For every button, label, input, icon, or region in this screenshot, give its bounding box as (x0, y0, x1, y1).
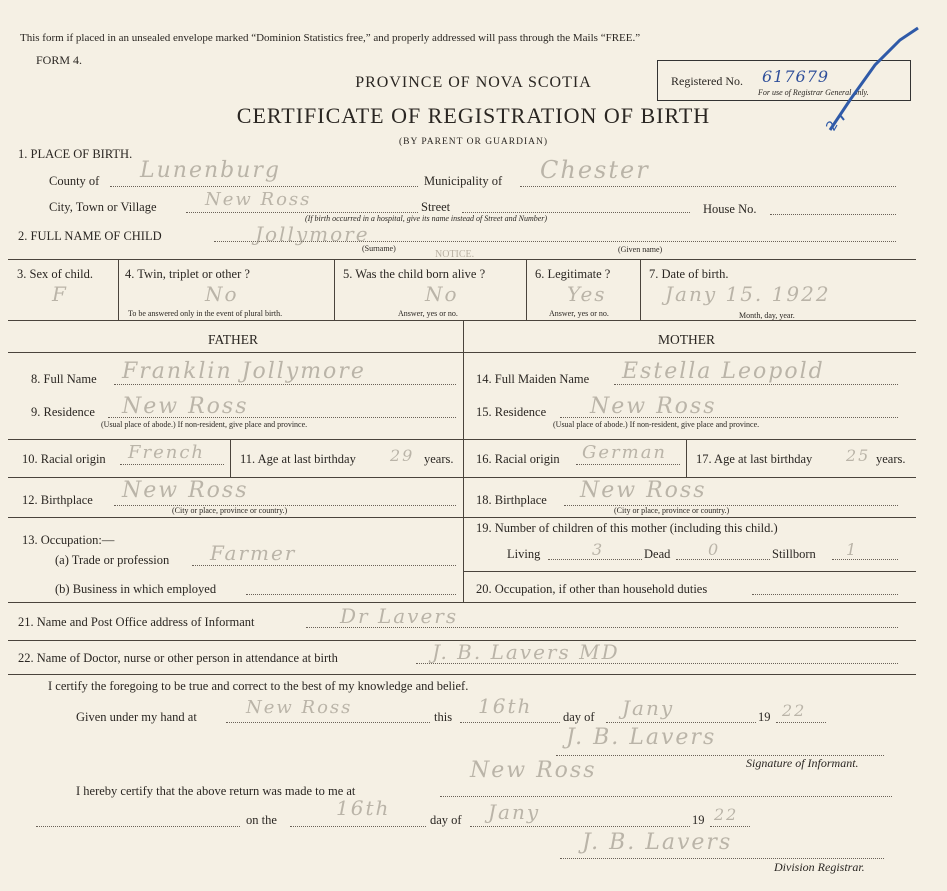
legitimate-label: 6. Legitimate ? (535, 267, 611, 281)
father-residence-value: New Ross (122, 394, 249, 419)
twin-note: To be answered only in the event of plural birth. (128, 309, 283, 318)
trade-label: (a) Trade or profession (55, 553, 170, 567)
born-alive-value: No (425, 282, 459, 306)
given-day-of-label: day of (563, 710, 595, 724)
stillborn-value: 1 (846, 540, 859, 559)
divider (606, 722, 756, 723)
twin-value: No (205, 282, 239, 306)
divider (463, 571, 916, 572)
registrar-signature: J. B. Lavers (582, 830, 733, 855)
informant-signature-caption: Signature of Informant. (746, 756, 859, 770)
father-name-label: 8. Full Name (31, 372, 97, 386)
background-notice: NOTICE. (435, 249, 475, 260)
place-of-birth-label: 1. PLACE OF BIRTH. (18, 147, 133, 161)
street-line (462, 212, 690, 213)
province-heading: PROVINCE OF NOVA SCOTIA (355, 74, 592, 91)
county-line (110, 186, 418, 187)
sex-label: 3. Sex of child. (17, 267, 94, 281)
informant-label: 21. Name and Post Office address of Informant (18, 615, 255, 629)
father-residence-label: 9. Residence (31, 405, 95, 419)
date-of-birth-value: Jany 15. 1922 (665, 282, 831, 306)
born-alive-note: Answer, yes or no. (398, 309, 458, 318)
father-name-value: Franklin Jollymore (122, 359, 366, 384)
hospital-note: (If birth occurred in a hospital, give its name instead of Street and Number) (305, 214, 548, 223)
city-label: City, Town or Village (49, 200, 157, 214)
city-value: New Ross (205, 189, 312, 210)
given-name-caption: (Given name) (618, 245, 663, 254)
divider (548, 559, 642, 560)
divider (460, 722, 560, 723)
certificate-subtitle: (BY PARENT OR GUARDIAN) (398, 137, 549, 147)
twin-label: 4. Twin, triplet or other ? (125, 267, 250, 281)
divider (226, 722, 430, 723)
divider (776, 722, 826, 723)
father-age-suffix: years. (424, 452, 454, 466)
certify-statement: I certify the foregoing to be true and correct to the best of my knowledge and belief. (48, 679, 469, 693)
father-racial-label: 10. Racial origin (22, 452, 106, 466)
given-year-value: 22 (782, 701, 807, 720)
registrar-on-label: on the (246, 813, 277, 827)
mother-age-label: 17. Age at last birthday (696, 452, 813, 466)
divider (640, 259, 641, 320)
mother-racial-value: German (582, 442, 668, 463)
children-count-label: 19. Number of children of this mother (including this child.) (476, 521, 778, 535)
father-birthplace-label: 12. Birthplace (22, 493, 93, 507)
parents-heading-rule (8, 352, 916, 353)
father-age-value: 29 (390, 446, 415, 465)
city-line (186, 212, 418, 213)
form-number: FORM 4. (36, 53, 83, 67)
divider (832, 559, 898, 560)
divider (686, 439, 687, 477)
father-age-label: 11. Age at last birthday (240, 452, 356, 466)
given-day-value: 16th (478, 694, 533, 718)
given-month-value: Jany (622, 696, 675, 720)
registrar-place-value: New Ross (470, 758, 597, 783)
registrar-statement: I hereby certify that the above return was made to me at (76, 784, 356, 798)
mother-age-value: 25 (846, 446, 871, 465)
doctor-value: J. B. Lavers MD (432, 640, 620, 664)
given-label: Given under my hand at (76, 710, 197, 724)
divider (440, 796, 892, 797)
municipality-value: Chester (540, 156, 650, 184)
blue-pencil-mark: 2 (823, 118, 842, 134)
municipality-line (520, 186, 896, 187)
street-label: Street (421, 200, 451, 214)
stillborn-label: Stillborn (772, 547, 816, 561)
divider (8, 674, 916, 675)
county-value: Lunenburg (140, 158, 281, 183)
divider (8, 517, 916, 518)
legitimate-note: Answer, yes or no. (549, 309, 609, 318)
mother-birthplace-value: New Ross (580, 478, 707, 503)
surname-caption: (Surname) (362, 244, 396, 253)
mother-heading: MOTHER (658, 332, 715, 347)
trade-value: Farmer (210, 541, 297, 565)
mother-racial-label: 16. Racial origin (476, 452, 560, 466)
doctor-label: 22. Name of Doctor, nurse or other person in attendance at birth (18, 651, 338, 665)
municipality-label: Municipality of (424, 174, 503, 188)
row-top-rule (8, 259, 916, 260)
this-label: this (434, 710, 453, 724)
father-racial-line (120, 464, 224, 465)
house-no-label: House No. (703, 202, 757, 216)
registrar-month-value: Jany (488, 800, 541, 824)
father-name-line (114, 384, 456, 385)
father-birthplace-value: New Ross (122, 478, 249, 503)
divider (470, 826, 690, 827)
born-alive-label: 5. Was the child born alive ? (343, 267, 486, 281)
mother-occupation-label: 20. Occupation, if other than household duties (476, 582, 708, 596)
registrar-year-value: 22 (714, 805, 739, 824)
divider (8, 602, 916, 603)
mother-age-suffix: years. (876, 452, 906, 466)
divider (8, 439, 916, 440)
occupation-label: 13. Occupation:— (22, 533, 115, 547)
mother-name-label: 14. Full Maiden Name (476, 372, 590, 386)
registrar-day-of-label: day of (430, 813, 462, 827)
divider (676, 559, 770, 560)
divider (36, 826, 240, 827)
divider (290, 826, 426, 827)
divider (710, 826, 750, 827)
row-bottom-rule (8, 320, 916, 321)
registrar-year-prefix: 19 (692, 813, 705, 827)
parents-divider (463, 320, 464, 602)
registered-no-label: Registered No. (671, 74, 743, 88)
registered-no-value: 617679 (762, 67, 830, 86)
living-value: 3 (592, 540, 605, 559)
divider (118, 259, 119, 320)
given-place-value: New Ross (246, 697, 353, 718)
mother-birthplace-label: 18. Birthplace (476, 493, 547, 507)
registrar-day-value: 16th (336, 796, 391, 820)
child-name-label: 2. FULL NAME OF CHILD (18, 229, 162, 243)
dead-value: 0 (708, 540, 721, 559)
mother-name-value: Estella Leopold (622, 359, 825, 384)
father-racial-value: French (128, 442, 206, 463)
mother-name-line (614, 384, 898, 385)
business-label: (b) Business in which employed (55, 582, 217, 596)
business-line (246, 594, 456, 595)
mailing-notice: This form if placed in an unsealed envelope marked “Dominion Statistics free,” and properly addressed will pass through the Mails “FREE.” (20, 32, 641, 44)
trade-line (192, 565, 456, 566)
given-year-prefix: 19 (758, 710, 771, 724)
divider (230, 439, 231, 477)
father-heading: FATHER (208, 332, 259, 347)
registrar-use-note: For use of Registrar General only. (758, 88, 869, 97)
mother-residence-label: 15. Residence (476, 405, 547, 419)
date-of-birth-note: Month, day, year. (739, 311, 795, 320)
county-label: County of (49, 174, 100, 188)
father-birthplace-note: (City or place, province or country.) (172, 506, 288, 515)
mother-racial-line (576, 464, 680, 465)
date-of-birth-label: 7. Date of birth. (649, 267, 729, 281)
mother-residence-value: New Ross (590, 394, 717, 419)
mother-residence-note: (Usual place of abode.) If non-resident, give place and province. (553, 420, 760, 429)
mother-birthplace-note: (City or place, province or country.) (614, 506, 730, 515)
registrar-caption: Division Registrar. (774, 860, 865, 874)
legitimate-value: Yes (567, 282, 607, 306)
divider (752, 594, 898, 595)
informant-signature: J. B. Lavers (566, 725, 717, 750)
informant-value: Dr Lavers (340, 604, 459, 628)
divider (560, 858, 884, 859)
divider (334, 259, 335, 320)
certificate-title: CERTIFICATE OF REGISTRATION OF BIRTH (236, 103, 711, 128)
child-surname-value: Jollymore (255, 222, 370, 246)
dead-label: Dead (644, 547, 671, 561)
father-residence-note: (Usual place of abode.) If non-resident, give place and province. (101, 420, 308, 429)
house-no-line (770, 214, 896, 215)
living-label: Living (507, 547, 541, 561)
divider (526, 259, 527, 320)
sex-value: F (52, 282, 68, 306)
